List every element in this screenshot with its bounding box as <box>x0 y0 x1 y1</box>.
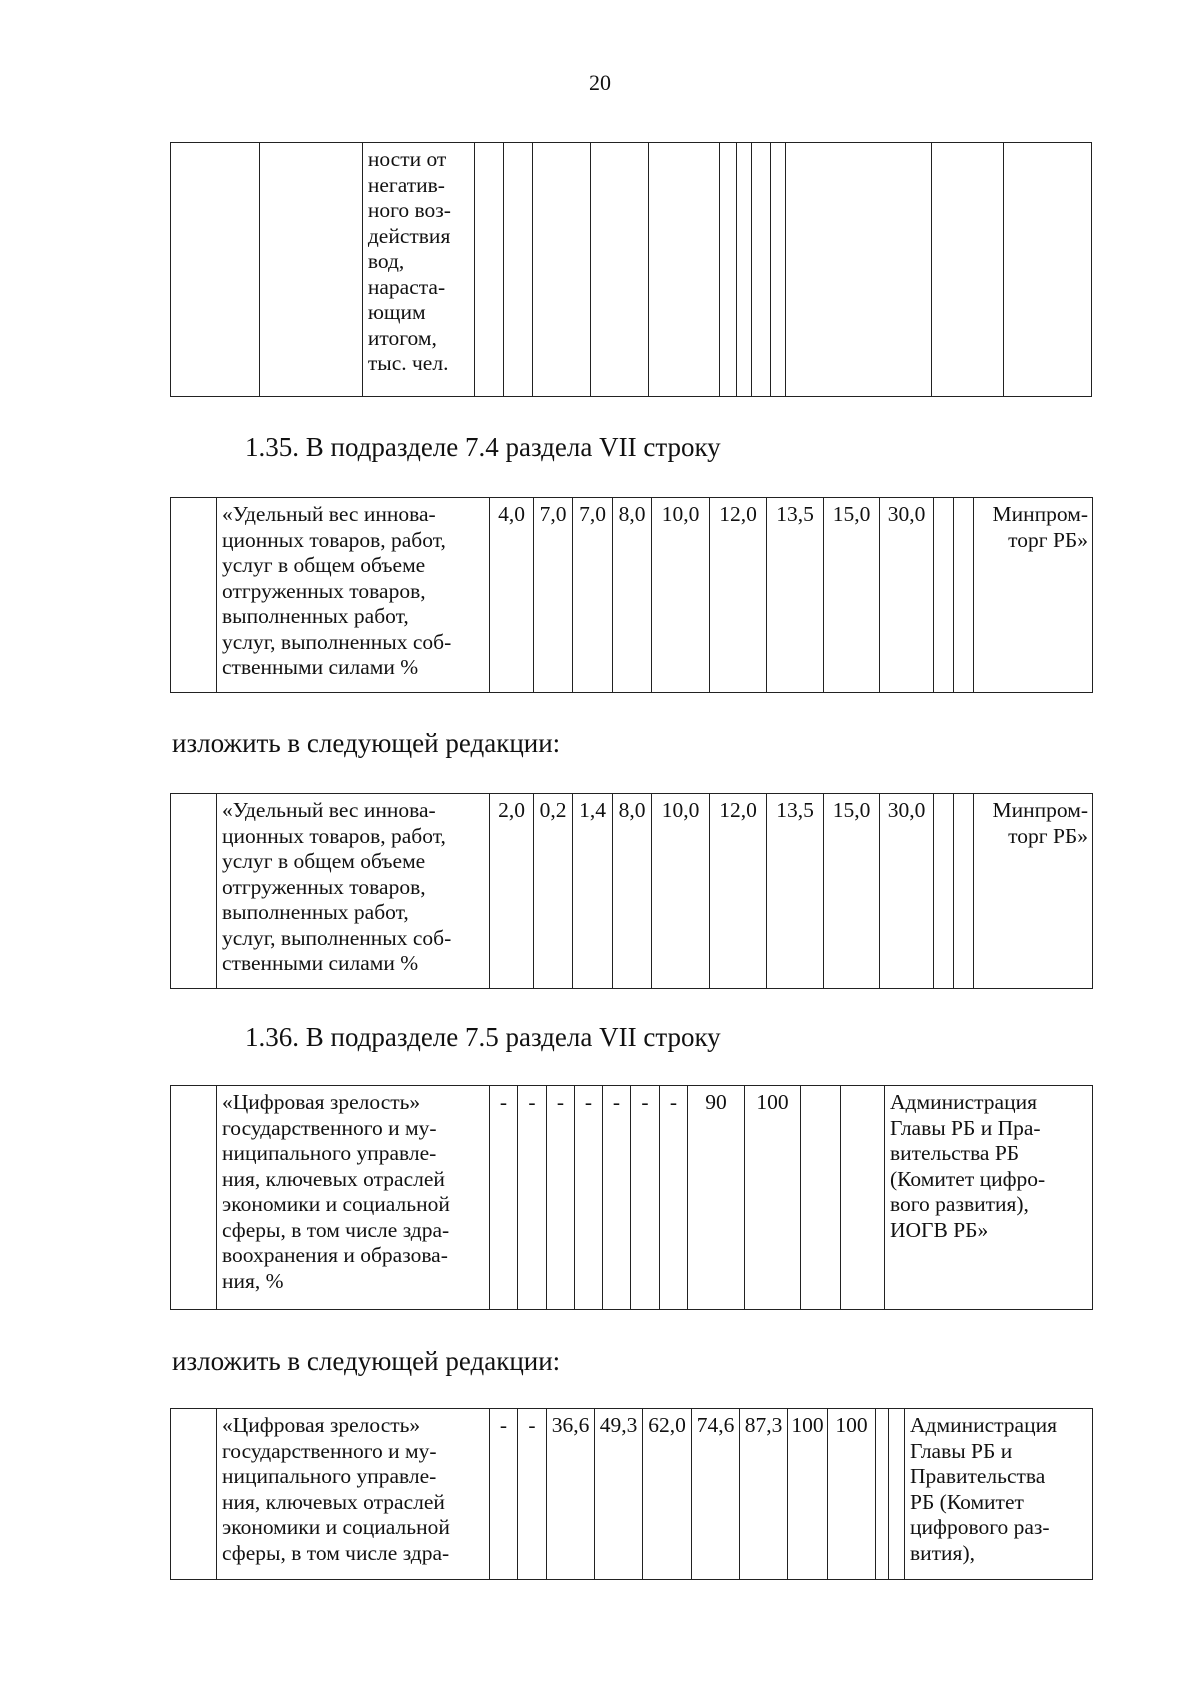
value-cell <box>954 794 974 989</box>
value-cell: 100 <box>745 1086 801 1310</box>
value-cell: 100 <box>788 1409 828 1580</box>
indicator-table-1-35-new <box>170 793 1093 989</box>
value-cell: - <box>490 1086 518 1310</box>
value-cell <box>876 1409 889 1580</box>
value-cell <box>889 1409 905 1580</box>
value-cell: 87,3 <box>740 1409 788 1580</box>
value-cell <box>801 1086 841 1310</box>
value-cell: - <box>575 1086 603 1310</box>
table-row <box>171 794 1093 989</box>
indicator-text: «Цифровая зрелость» государственного и му- ниципального управле- ния, ключевых отраслей экономики и социальной сферы, в том числе здра- <box>222 1413 450 1565</box>
value-cell <box>954 498 974 693</box>
value-cell: 30,0 <box>880 498 934 693</box>
value-cell: 62,0 <box>643 1409 692 1580</box>
value-cell: 12,0 <box>710 498 767 693</box>
value-cell: 8,0 <box>613 794 652 989</box>
value-cell: 15,0 <box>824 498 880 693</box>
value-cell: 10,0 <box>652 794 710 989</box>
indicator-table-1-36-new <box>170 1408 1093 1580</box>
page-number: 20 <box>589 70 611 95</box>
table-row <box>171 143 1092 397</box>
value-cell: - <box>631 1086 660 1310</box>
value-cell: 2,0 <box>490 794 534 989</box>
responsible-text: Минпром- торг РБ» <box>992 798 1088 848</box>
table-row <box>171 1086 1093 1310</box>
table-row <box>171 1409 1093 1580</box>
value-cell: 7,0 <box>534 498 573 693</box>
value-cell: 100 <box>828 1409 876 1580</box>
value-cell: 4,0 <box>490 498 534 693</box>
value-cell: 12,0 <box>710 794 767 989</box>
value-cell: - <box>490 1409 518 1580</box>
section-heading-1-36: 1.36. В подразделе 7.5 раздела VII строку <box>245 1022 721 1052</box>
value-cell: 13,5 <box>767 794 824 989</box>
value-cell <box>841 1086 885 1310</box>
value-cell: - <box>603 1086 631 1310</box>
value-cell: 15,0 <box>824 794 880 989</box>
instruction-text: изложить в следующей редакции: <box>172 728 561 758</box>
value-cell: - <box>660 1086 688 1310</box>
continuation-table <box>170 142 1092 397</box>
indicator-text: «Цифровая зрелость» государственного и му- ниципального управле- ния, ключевых отраслей экономики и социальной сферы, в том числе здра- воохранения и образова- ния, % <box>222 1090 450 1293</box>
section-heading-1-35: 1.35. В подразделе 7.4 раздела VII строку <box>245 432 721 462</box>
value-cell: 74,6 <box>692 1409 740 1580</box>
instruction-text: изложить в следующей редакции: <box>172 1346 561 1376</box>
indicator-table-1-35-old <box>170 497 1093 693</box>
value-cell: 30,0 <box>880 794 934 989</box>
value-cell: - <box>518 1086 547 1310</box>
value-cell <box>934 794 954 989</box>
value-cell <box>934 498 954 693</box>
indicator-text: «Удельный вес иннова- ционных товаров, работ, услуг в общем объеме отгруженных товаров, выполненных работ, услуг, выполненных соб- ственными силами % <box>222 798 452 975</box>
value-cell: 49,3 <box>595 1409 643 1580</box>
value-cell: - <box>518 1409 547 1580</box>
value-cell: 90 <box>688 1086 745 1310</box>
responsible-text: Минпром- торг РБ» <box>992 502 1088 552</box>
indicator-text: ности от негатив- ного воз- действия вод, нараста- ющим итогом, тыс. чел. <box>367 147 451 375</box>
value-cell: 1,4 <box>573 794 613 989</box>
value-cell: 7,0 <box>573 498 613 693</box>
value-cell: 0,2 <box>534 794 573 989</box>
responsible-text: Администрация Главы РБ и Правительства РБ (Комитет цифрового раз- вития), <box>910 1413 1057 1565</box>
value-cell: 36,6 <box>547 1409 595 1580</box>
indicator-text: «Удельный вес иннова- ционных товаров, работ, услуг в общем объеме отгруженных товаров, выполненных работ, услуг, выполненных соб- ственными силами % <box>222 502 452 679</box>
table-row <box>171 498 1093 693</box>
value-cell: 10,0 <box>652 498 710 693</box>
value-cell: - <box>547 1086 575 1310</box>
value-cell: 13,5 <box>767 498 824 693</box>
indicator-table-1-36-old <box>170 1085 1093 1310</box>
value-cell: 8,0 <box>613 498 652 693</box>
responsible-text: Администрация Главы РБ и Пра- вительства РБ (Комитет цифро- вого развития), ИОГВ РБ» <box>890 1090 1046 1242</box>
